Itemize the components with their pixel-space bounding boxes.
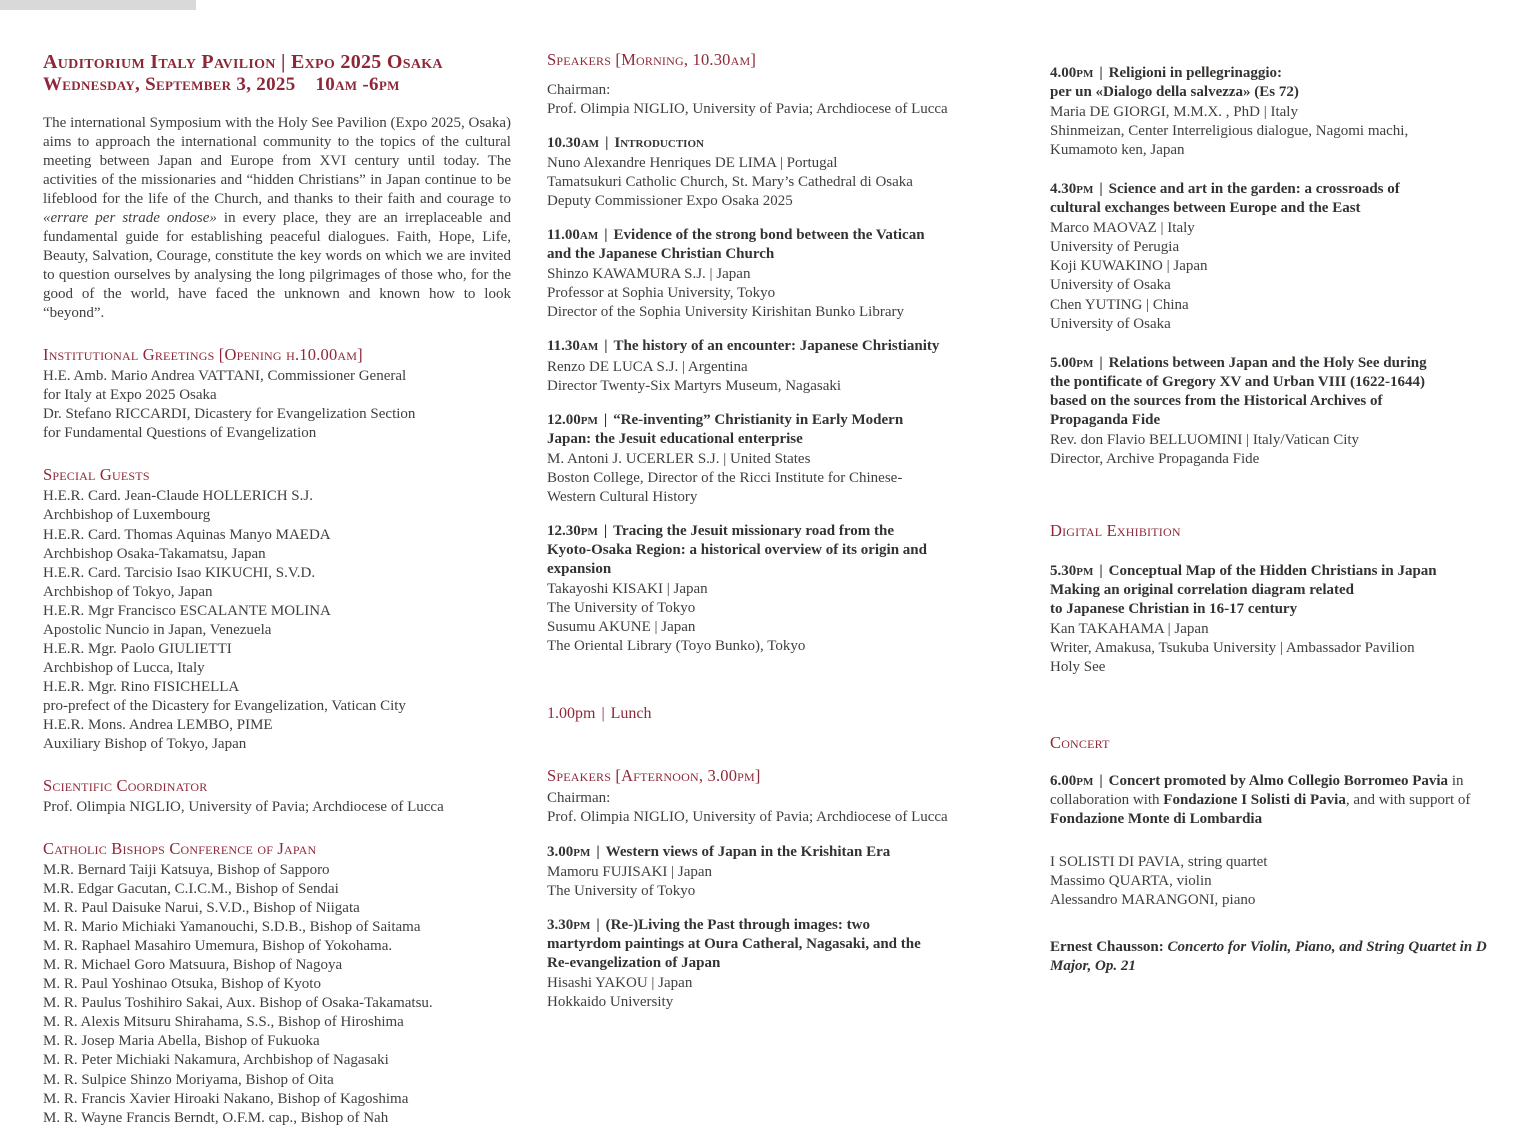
chairman-name: Prof. Olimpia NIGLIO, University of Pavia; Archdiocese of Lucca bbox=[546, 101, 948, 117]
text-line: Kumamoto ken, Japan bbox=[1049, 142, 1185, 159]
text-line: Apostolic Nuncio in Japan, Venezuela bbox=[43, 621, 272, 638]
text-line: M. R. Francis Xavier Hiroaki Nakano, Bishop of Kagoshima bbox=[43, 1090, 409, 1107]
section-institutional-greetings bbox=[43, 345, 511, 443]
performers-list bbox=[1050, 853, 1508, 910]
text-line: Kan TAKAHAMA | Japan bbox=[1049, 620, 1209, 637]
separator: | bbox=[604, 227, 608, 244]
chairman-label: Chairman: bbox=[546, 790, 611, 807]
session-600pm bbox=[1050, 772, 1508, 829]
column-middle bbox=[547, 50, 1010, 1012]
section-heading-scientific-coordinator: Scientific Coordinator bbox=[43, 776, 208, 796]
session-title: (Re-)Living the Past through images: two martyrdom paintings at Oura Catheral, Nagasaki, and the Re-evangelization of Japan bbox=[546, 916, 921, 971]
session-time bbox=[1050, 773, 1448, 789]
column-right bbox=[1050, 50, 1508, 976]
separator: | bbox=[603, 522, 608, 539]
session-1030am bbox=[547, 134, 1010, 211]
lunch-label: Lunch bbox=[610, 705, 652, 723]
separator: | bbox=[1099, 354, 1103, 371]
scientific-coordinator-list bbox=[43, 798, 511, 817]
text-line: Deputy Commissioner Expo Osaka 2025 bbox=[546, 193, 793, 210]
page-title: Auditorium Italy Pavilion | Expo 2025 Osaka bbox=[43, 51, 443, 73]
separator: | bbox=[1099, 773, 1103, 790]
concert-description bbox=[1050, 772, 1508, 829]
text-line: H.E.R. Card. Thomas Aquinas Manyo MAEDA bbox=[43, 526, 331, 543]
text-line: Koji KUWAKINO | Japan bbox=[1049, 258, 1208, 275]
text-line: Tamatsukuri Catholic Church, St. Mary’s Cathedral di Osaka bbox=[546, 174, 913, 191]
piece-title: Concerto for Violin, Piano, and String Quartet in D Major, Op. 21 bbox=[1049, 939, 1487, 975]
session-title: “Re-inventing” Christianity in Early Modern Japan: the Jesuit educational enterprise bbox=[546, 411, 904, 447]
text-line: H.E. Amb. Mario Andrea VATTANI, Commissioner General bbox=[43, 368, 407, 385]
concert-piece bbox=[1050, 938, 1508, 976]
section-heading-digital-exhibition: Digital Exhibition bbox=[1049, 520, 1181, 540]
session-header bbox=[547, 134, 1010, 153]
text-line: Shinmeizan, Center Interreligious dialogue, Nagomi machi, bbox=[1049, 123, 1409, 140]
session-300pm bbox=[547, 843, 1010, 901]
text-line: for Fundamental Questions of Evangelization bbox=[43, 425, 317, 442]
text-line: M. R. Alexis Mitsuru Shirahama, S.S., Bishop of Hiroshima bbox=[43, 1014, 404, 1031]
concert-normal-1: in collaboration with bbox=[1049, 773, 1464, 809]
session-header bbox=[547, 843, 1010, 862]
text-line: M. R. Sulpice Shinzo Moriyama, Bishop of Oita bbox=[43, 1071, 334, 1088]
text-line: Marco MAOVAZ | Italy bbox=[1049, 220, 1195, 237]
text-line: pro-prefect of the Dicastery for Evangelization, Vatican City bbox=[43, 697, 406, 714]
lunch-item bbox=[547, 704, 1010, 724]
session-330pm bbox=[547, 916, 1010, 1012]
date-text: Wednesday, September 3, 2025 bbox=[43, 74, 296, 95]
separator: | bbox=[604, 338, 608, 355]
text-line: H.E.R. Card. Jean-Claude HOLLERICH S.J. bbox=[43, 488, 313, 505]
session-speakers bbox=[547, 450, 1010, 507]
separator: | bbox=[1099, 65, 1103, 81]
text-line: Mamoru FUJISAKI | Japan bbox=[546, 863, 713, 880]
session-title: Western views of Japan in the Krishitan Era bbox=[605, 843, 891, 860]
section-scientific-coordinator bbox=[43, 776, 511, 817]
text-line: I SOLISTI DI PAVIA, string quartet bbox=[1049, 854, 1268, 871]
session-header bbox=[547, 916, 1010, 973]
bishops-list bbox=[43, 861, 511, 1128]
institutional-greetings-list bbox=[43, 367, 511, 443]
text-line: H.E.R. Mgr. Paolo GIULIETTI bbox=[43, 640, 232, 657]
text-line: Nuno Alexandre Henriques DE LIMA | Portugal bbox=[546, 155, 838, 172]
intro-italic-quote: «errare per strade ondose» bbox=[43, 210, 217, 227]
text-line: Holy See bbox=[1049, 659, 1106, 676]
time-text: 6.00pm bbox=[1049, 773, 1094, 790]
text-line: Massimo QUARTA, violin bbox=[1049, 873, 1212, 890]
section-heading-bishops-conference: Catholic Bishops Conference of Japan bbox=[43, 839, 317, 859]
session-speakers bbox=[1050, 620, 1508, 677]
text-line: Dr. Stefano RICCARDI, Dicastery for Evangelization Section bbox=[43, 406, 416, 423]
text-line: M.R. Edgar Gacutan, C.I.C.M., Bishop of Sendai bbox=[43, 881, 339, 898]
hours-text: 10am -6pm bbox=[315, 74, 400, 95]
text-line: M. R. Paul Yoshinao Otsuka, Bishop of Kyoto bbox=[43, 976, 321, 993]
session-speakers bbox=[1050, 103, 1508, 160]
text-line: M. R. Paul Daisuke Narui, S.V.D., Bishop of Niigata bbox=[43, 900, 360, 917]
session-title: The history of an encounter: Japanese Christianity bbox=[613, 338, 940, 355]
session-time: 3.00pm bbox=[546, 843, 591, 860]
separator: | bbox=[601, 705, 605, 723]
session-time: 3.30pm bbox=[546, 916, 591, 933]
separator: | bbox=[596, 843, 600, 860]
session-430pm bbox=[1050, 180, 1508, 333]
text-line: M. R. Wayne Francis Berndt, O.F.M. cap., Bishop of Nah bbox=[43, 1109, 389, 1126]
text-line: M. R. Raphael Masahiro Umemura, Bishop of Yokohama. bbox=[43, 938, 393, 955]
separator: | bbox=[605, 135, 609, 152]
text-line: The University of Tokyo bbox=[546, 600, 696, 617]
text-line: H.E.R. Card. Tarcisio Isao KIKUCHI, S.V.D. bbox=[43, 564, 316, 581]
concert-bold-2: Fondazione I Solisti di Pavia bbox=[1163, 792, 1346, 809]
session-speakers bbox=[547, 358, 1010, 396]
text-line: Hisashi YAKOU | Japan bbox=[546, 974, 693, 991]
session-title: Science and art in the garden: a crossroads of cultural exchanges between Europe and the East bbox=[1049, 181, 1400, 217]
separator: | bbox=[603, 411, 608, 428]
text-line: Alessandro MARANGONI, piano bbox=[1049, 892, 1256, 909]
text-line: The Oriental Library (Toyo Bunko), Tokyo bbox=[546, 638, 806, 655]
three-column-layout bbox=[43, 50, 1508, 1128]
separator: | bbox=[596, 916, 600, 933]
section-heading-speakers-morning: Speakers [Morning, 10.30am] bbox=[546, 50, 757, 69]
text-line: M.R. Bernard Taiji Katsuya, Bishop of Sapporo bbox=[43, 862, 330, 879]
session-header bbox=[547, 411, 1010, 449]
text-line: University of Osaka bbox=[1049, 315, 1171, 332]
session-time: 11.00am bbox=[546, 227, 599, 244]
concert-bold-1: Concert promoted by Almo Collegio Borromeo Pavia bbox=[1108, 773, 1449, 790]
text-line: Shinzo KAWAMURA S.J. | Japan bbox=[546, 266, 751, 283]
intro-text-2: in every place, they are an irreplaceable and fundamental guide for establishing peaceful dialogues. Faith, Hope, Life, Beauty, Salvation, Courage, constitute the key words on which we are invited to question ourselves by analysing the long pilgrimages of those who, for the good of the world, have faced the unknown and known how to look “beyond”. bbox=[43, 210, 511, 322]
text-line: H.E.R. Mgr. Rino FISICHELLA bbox=[43, 678, 240, 695]
composer-name: Ernest Chausson: bbox=[1049, 939, 1168, 956]
text-line: Hokkaido University bbox=[546, 993, 674, 1010]
lunch-time: 1.00pm bbox=[546, 705, 596, 723]
session-400pm bbox=[1050, 64, 1508, 160]
afternoon-chairman-block bbox=[547, 789, 1010, 827]
text-line: M. R. Josep Maria Abella, Bishop of Fukuoka bbox=[43, 1033, 320, 1050]
session-title: Conceptual Map of the Hidden Christians in Japan Making an original correlation diagram related to Japanese Christian in 16-17 century bbox=[1049, 562, 1437, 617]
session-speakers bbox=[547, 154, 1010, 211]
session-header bbox=[1050, 180, 1508, 218]
text-line: M. R. Peter Michiaki Nakamura, Archbishop of Nagasaki bbox=[43, 1052, 389, 1069]
text-line: Renzo DE LUCA S.J. | Argentina bbox=[546, 358, 748, 375]
separator: | bbox=[1099, 562, 1103, 579]
special-guests-list bbox=[43, 487, 511, 754]
text-line: M. R. Paulus Toshihiro Sakai, Aux. Bishop of Osaka-Takamatsu. bbox=[43, 995, 433, 1012]
column-left bbox=[43, 50, 511, 1128]
session-time: 10.30am bbox=[546, 135, 600, 152]
text-line: Director of the Sophia University Kirishitan Bunko Library bbox=[546, 304, 904, 321]
session-header bbox=[547, 226, 1010, 264]
text-line: Professor at Sophia University, Tokyo bbox=[546, 285, 776, 302]
section-bishops-conference bbox=[43, 839, 511, 1128]
text-line: Prof. Olimpia NIGLIO, University of Pavia; Archdiocese of Lucca bbox=[43, 799, 444, 816]
session-1230pm bbox=[547, 522, 1010, 656]
intro-paragraph bbox=[43, 114, 511, 324]
morning-chairman-block bbox=[547, 81, 1010, 119]
session-speakers bbox=[547, 863, 1010, 901]
text-line: H.E.R. Mons. Andrea LEMBO, PIME bbox=[43, 716, 273, 733]
text-line: M. Antoni J. UCERLER S.J. | United States bbox=[546, 450, 811, 467]
text-line: for Italy at Expo 2025 Osaka bbox=[43, 387, 217, 404]
text-line: University of Perugia bbox=[1049, 239, 1180, 256]
text-line: Archbishop of Tokyo, Japan bbox=[43, 583, 213, 600]
session-time: 4.30pm bbox=[1049, 181, 1094, 198]
session-time: 4.00pm bbox=[1049, 65, 1094, 81]
chairman-name: Prof. Olimpia NIGLIO, University of Pavia; Archdiocese of Lucca bbox=[546, 809, 948, 826]
session-header bbox=[1050, 64, 1508, 102]
session-speakers bbox=[547, 974, 1010, 1012]
text-line: University of Osaka bbox=[1049, 277, 1171, 294]
session-title: Relations between Japan and the Holy See during the pontificate of Gregory XV and Urban VIII (1622-1644) based on the sources from the Historical Archives of Propaganda Fide bbox=[1049, 354, 1427, 428]
section-heading-institutional-greetings: Institutional Greetings [Opening h.10.00am] bbox=[43, 345, 363, 365]
section-special-guests bbox=[43, 465, 511, 754]
concert-normal-2: , and with support of bbox=[1345, 792, 1471, 809]
text-line: Maria DE GIORGI, M.M.X. , PhD | Italy bbox=[1049, 104, 1298, 121]
concert-bold-3: Fondazione Monte di Lombardia bbox=[1049, 811, 1263, 828]
session-speakers bbox=[547, 580, 1010, 656]
session-time: 12.00pm bbox=[546, 411, 598, 428]
text-line: Archbishop Osaka-Takamatsu, Japan bbox=[43, 545, 266, 562]
session-header bbox=[1050, 562, 1508, 619]
text-line: M. R. Mario Michiaki Yamanouchi, S.D.B., Bishop of Saitama bbox=[43, 919, 421, 936]
session-title: Tracing the Jesuit missionary road from the Kyoto-Osaka Region: a historical overview of its origin and expansion bbox=[546, 522, 927, 577]
session-time: 12.30pm bbox=[546, 522, 598, 539]
session-title: Religioni in pellegrinaggio: per un «Dialogo della salvezza» (Es 72) bbox=[1049, 65, 1299, 101]
text-line: Director, Archive Propaganda Fide bbox=[1049, 450, 1260, 467]
session-time: 11.30am bbox=[546, 338, 599, 355]
text-line: Rev. don Flavio BELLUOMINI | Italy/Vatican City bbox=[1049, 431, 1360, 448]
text-line: Western Cultural History bbox=[546, 488, 698, 505]
session-1130am bbox=[547, 337, 1010, 395]
session-1200pm bbox=[547, 411, 1010, 507]
text-line: Auxiliary Bishop of Tokyo, Japan bbox=[43, 736, 247, 753]
text-line: The University of Tokyo bbox=[546, 882, 696, 899]
text-line: M. R. Michael Goro Matsuura, Bishop of Nagoya bbox=[43, 957, 343, 974]
session-header bbox=[1050, 354, 1508, 430]
session-title: Introduction bbox=[614, 135, 704, 152]
text-line: Boston College, Director of the Ricci Institute for Chinese- bbox=[546, 469, 903, 486]
session-time: 5.30pm bbox=[1049, 562, 1094, 579]
scan-edge-artifact bbox=[0, 0, 196, 10]
text-line: Director Twenty-Six Martyrs Museum, Nagasaki bbox=[546, 377, 842, 394]
chairman-label: Chairman: bbox=[546, 81, 611, 98]
page-date bbox=[43, 74, 511, 97]
text-line: Chen YUTING | China bbox=[1049, 296, 1189, 313]
text-line: Writer, Amakusa, Tsukuba University | Ambassador Pavilion bbox=[1049, 640, 1415, 657]
section-heading-concert: Concert bbox=[1049, 733, 1110, 753]
section-heading-special-guests: Special Guests bbox=[43, 465, 150, 485]
text-line: Archbishop of Lucca, Italy bbox=[43, 659, 205, 676]
session-header bbox=[547, 522, 1010, 579]
session-time: 5.00pm bbox=[1049, 354, 1094, 371]
session-1100am bbox=[547, 226, 1010, 322]
separator: | bbox=[1099, 181, 1103, 198]
session-speakers bbox=[1050, 219, 1508, 333]
session-speakers bbox=[547, 265, 1010, 322]
session-speakers bbox=[1050, 431, 1508, 469]
intro-text-1: The international Symposium with the Holy See Pavilion (Expo 2025, Osaka) aims to approach the international community to the topics of the cultural meeting between Japan and Europe from XVI century until today. The activities of the missionaries and “hidden Christians” in Japan continue to be lifeblood for the life of the Church, and thanks to their faith and courage to bbox=[43, 114, 511, 207]
session-header bbox=[547, 337, 1010, 356]
text-line: Susumu AKUNE | Japan bbox=[546, 619, 696, 636]
session-500pm bbox=[1050, 354, 1508, 469]
text-line: Archbishop of Luxembourg bbox=[43, 507, 211, 524]
session-title: Evidence of the strong bond between the Vatican and the Japanese Christian Church bbox=[546, 227, 925, 263]
section-heading-speakers-afternoon: Speakers [Afternoon, 3.00pm] bbox=[546, 766, 761, 786]
text-line: Takayoshi KISAKI | Japan bbox=[546, 580, 708, 597]
text-line: H.E.R. Mgr Francisco ESCALANTE MOLINA bbox=[43, 602, 331, 619]
session-530pm bbox=[1050, 562, 1508, 677]
